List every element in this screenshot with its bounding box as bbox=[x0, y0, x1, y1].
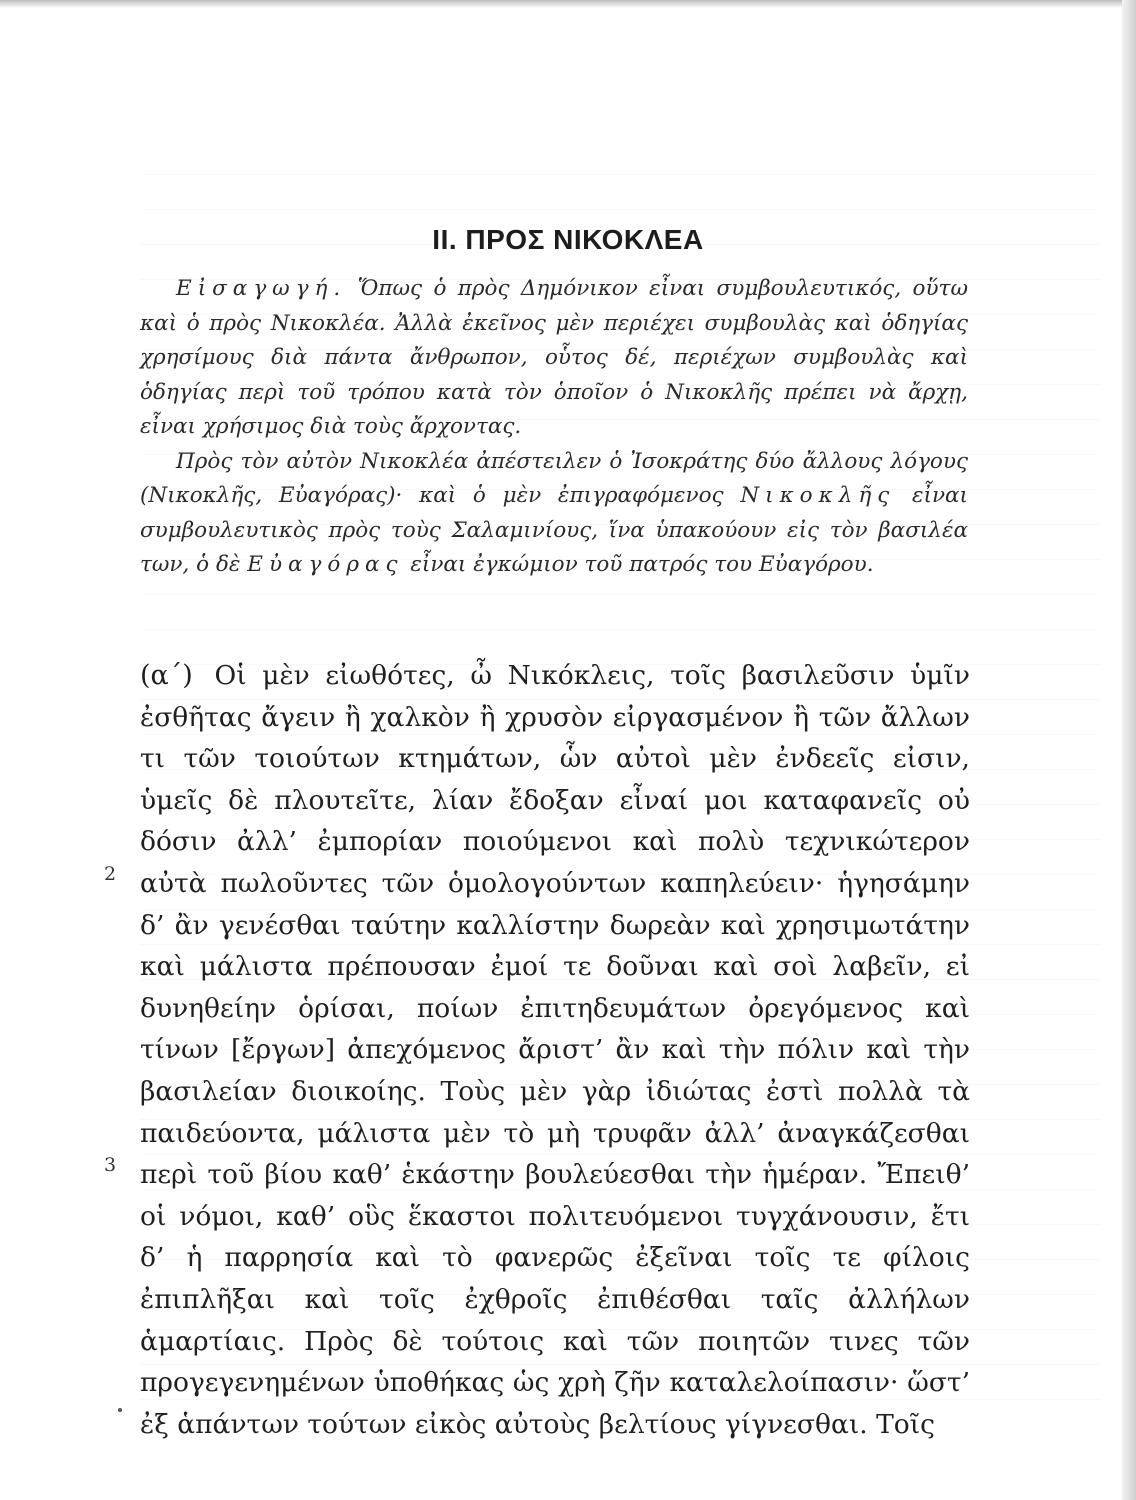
page-top-edge bbox=[0, 0, 1136, 8]
main-greek-text bbox=[140, 655, 970, 1445]
work-title-nikokles: Νικοκλῆς bbox=[740, 483, 896, 508]
main-paragraph bbox=[140, 655, 970, 1445]
work-title-evagoras: Εὐαγόρας bbox=[247, 552, 404, 577]
intro-paragraph-2 bbox=[140, 445, 968, 583]
intro-paragraph-1 bbox=[140, 272, 968, 445]
margin-number-2: 2 bbox=[104, 863, 117, 885]
intro-p2-text-b: εἶναι συμβουλευτικὸς πρὸς τοὺς Σαλαμινίους, ἵνα ὑπακούουν εἰς τὸν βασιλέα των, ὁ δὲ bbox=[140, 483, 968, 577]
margin-number-3: 3 bbox=[104, 1154, 117, 1176]
intro-label: Εἰσαγωγή. bbox=[176, 276, 347, 301]
intro-p2-text-c: εἶναι ἐγκώμιον τοῦ πατρός του Εὐαγόρου. bbox=[403, 552, 874, 577]
main-paragraph-text: Οἱ μὲν εἰωθότες, ὦ Νικόκλεις, τοῖς βασιλεῦσιν ὑμῖν ἐσθῆτας ἄγειν ἢ χαλκὸν ἢ χρυσὸν εἰργασμένον ἢ τῶν ἄλλων τι τῶν τοιούτων κτημάτων, ὧν αὐτοὶ μὲν ἐνδεεῖς εἰσιν, ὑμεῖς δὲ πλουτεῖτε, λίαν ἔδοξαν εἶναί μοι καταφανεῖς οὐ δόσιν ἀλλ’ ἐμπορίαν ποιούμενοι καὶ πολὺ τεχνικώτερον αὐτὰ πωλοῦντες τῶν ὁμολογούντων καπηλεύειν· ἡγησάμην δ’ ἂν γενέσθαι ταύτην καλλίστην δωρεὰν καὶ χρησιμωτάτην καὶ μάλιστα πρέπουσαν ἐμοί τε δοῦναι καὶ σοὶ λαβεῖν, εἰ δυνηθείην ὁρίσαι, ποίων ἐπιτηδευμάτων ὀρεγόμενος καὶ τίνων [ἔργων] ἀπεχόμενος ἄριστ’ ἂν καὶ τὴν πόλιν καὶ τὴν βασιλείαν διοικοίης. Τοὺς μὲν γὰρ ἰδιώτας ἐστὶ πολλὰ τὰ παιδεύοντα, μάλιστα μὲν τὸ μὴ τρυφᾶν ἀλλ’ ἀναγκάζεσθαι περὶ τοῦ βίου καθ’ ἑκάστην βουλεύεσθαι τὴν ἡμέραν. Ἔπειθ’ οἱ νόμοι, καθ’ οὓς ἕκαστοι πολιτευόμενοι τυγχάνουσιν, ἔτι δ’ ἡ παρρησία καὶ τὸ φανερῶς ἐξεῖναι τοῖς τε φίλοις ἐπιπλῆξαι καὶ τοῖς ἐχθροῖς ἐπιθέσθαι ταῖς ἀλλήλων ἁμαρτίαις. Πρὸς δὲ τούτοις καὶ τῶν ποιητῶν τινες τῶν προγεγενημένων ὑποθήκας ὡς χρὴ ζῆν καταλελοίπασιν· ὥστ’ ἐξ ἁπάντων τούτων εἰκὸς αὐτοὺς βελτίους γίγνεσθαι. Τοῖς bbox=[140, 660, 970, 1440]
intro-p2-text-a: Πρὸς τὸν αὐτὸν Νικοκλέα ἀπέστειλεν ὁ Ἰσοκράτης δύο ἄλλους λόγους (Νικοκλῆς, Εὐαγόρας)· καὶ ὁ μὲν ἐπιγραφόμενος bbox=[140, 448, 968, 508]
section-marker: (α΄) bbox=[140, 660, 193, 691]
intro-p1-text: Ὅπως ὁ πρὸς Δημόνικον εἶναι συμβουλευτικός, οὕτω καὶ ὁ πρὸς Νικοκλέα. Ἀλλὰ ἐκεῖνος μὲν περιέχει συμβουλὰς καὶ ὁδηγίας χρησίμους διὰ πάντα ἄνθρωπον, οὗτος δέ, περιέχων συμβουλὰς καὶ ὁδηγίας περὶ τοῦ τρόπου κατὰ τὸν ὁποῖον ὁ Νικοκλῆς πρέπει νὰ ἄρχῃ, εἶναι χρήσιμος διὰ τοὺς ἄρχοντας. bbox=[140, 276, 968, 439]
section-title: II. ΠΡΟΣ ΝΙΚΟΚΛΕΑ bbox=[432, 224, 704, 255]
ink-speck bbox=[118, 1408, 122, 1412]
introduction bbox=[140, 272, 968, 583]
